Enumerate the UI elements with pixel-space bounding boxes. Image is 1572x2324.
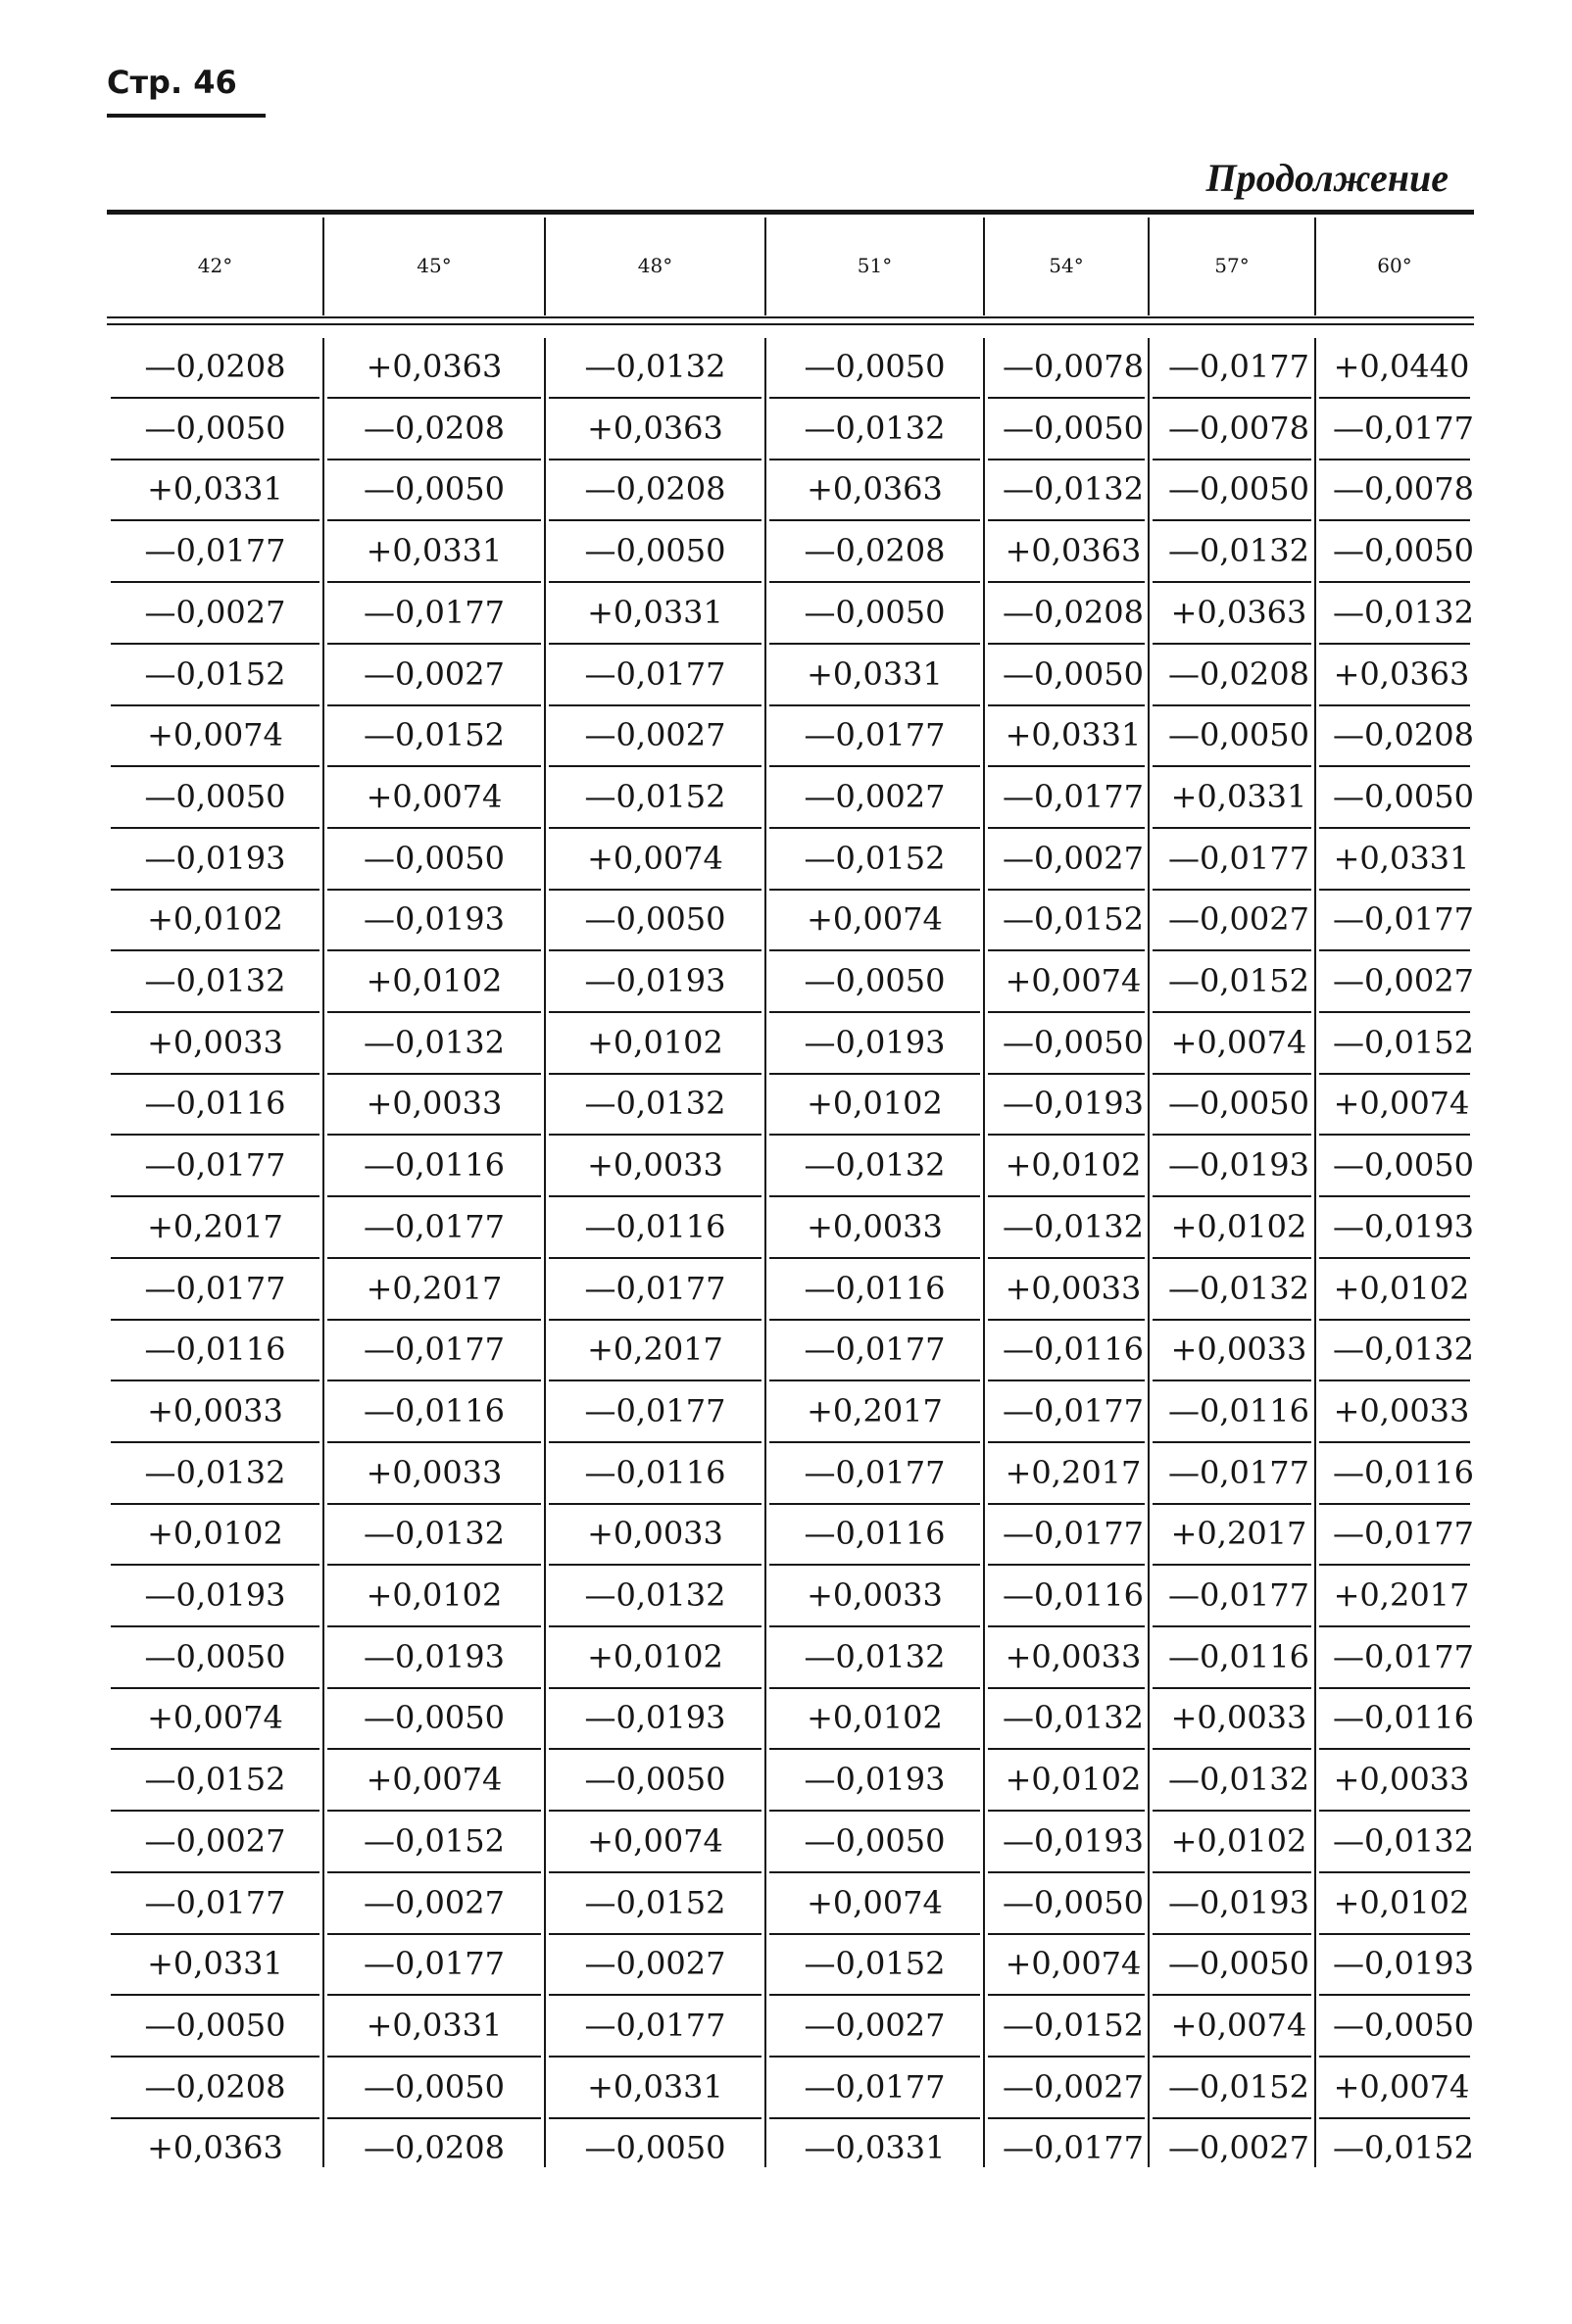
table-cell: +0,0331 bbox=[1319, 830, 1470, 891]
table-cell: —0,0027 bbox=[1153, 891, 1311, 951]
table-cell: +0,0033 bbox=[111, 1382, 319, 1443]
table-cell: +0,0102 bbox=[1319, 1260, 1470, 1321]
table-cell: —0,0132 bbox=[769, 400, 980, 460]
table-cell: —0,0078 bbox=[1153, 400, 1311, 460]
table-cell: +0,0074 bbox=[1153, 1997, 1311, 2058]
table-cell: —0,0116 bbox=[549, 1198, 761, 1259]
table-cell: +0,0363 bbox=[1319, 646, 1470, 706]
table-cell: —0,0152 bbox=[769, 830, 980, 891]
table-cell: —0,0132 bbox=[988, 1198, 1145, 1259]
header-column-divider bbox=[544, 218, 546, 315]
table-cell: +0,0033 bbox=[327, 1444, 541, 1505]
table-cell: +0,0331 bbox=[327, 1997, 541, 2058]
table-cell: +0,0074 bbox=[1153, 1014, 1311, 1075]
table-cell: —0,0050 bbox=[327, 2058, 541, 2119]
table-cell: +0,0033 bbox=[549, 1137, 761, 1197]
table-cell: —0,0116 bbox=[111, 1075, 319, 1136]
table-cell: +0,0074 bbox=[549, 830, 761, 891]
table-cell: —0,0177 bbox=[1153, 338, 1311, 399]
table-cell: +0,0033 bbox=[769, 1198, 980, 1259]
continuation-label: Продолжение bbox=[1205, 156, 1449, 200]
table-cell: —0,0050 bbox=[1319, 522, 1470, 583]
table-cell: +0,0331 bbox=[549, 2058, 761, 2119]
table-cell: +0,0102 bbox=[549, 1628, 761, 1689]
table-cell: —0,0050 bbox=[327, 830, 541, 891]
table-cell: +0,0363 bbox=[549, 400, 761, 460]
table-cell: —0,0050 bbox=[1319, 768, 1470, 829]
table-cell: —0,0177 bbox=[988, 768, 1145, 829]
table-cell: —0,0050 bbox=[1319, 1137, 1470, 1197]
table-cell: —0,0177 bbox=[988, 1382, 1145, 1443]
header-column-divider bbox=[1314, 218, 1316, 315]
table-cell: +0,0102 bbox=[327, 1567, 541, 1627]
table-cell: —0,0193 bbox=[988, 1075, 1145, 1136]
table-cell: —0,0132 bbox=[549, 1567, 761, 1627]
table-cell: —0,0193 bbox=[327, 891, 541, 951]
table-cell: —0,0050 bbox=[549, 522, 761, 583]
column-divider bbox=[764, 338, 766, 2167]
table-cell: +0,0102 bbox=[1153, 1813, 1311, 1873]
table-cell: —0,0050 bbox=[1153, 460, 1311, 521]
header-column-divider bbox=[322, 218, 324, 315]
table-cell: —0,0208 bbox=[1319, 706, 1470, 767]
table-cell: —0,0132 bbox=[1319, 1321, 1470, 1381]
table-cell: —0,0177 bbox=[111, 1137, 319, 1197]
page-number: Стр. 46 bbox=[107, 64, 237, 101]
table-cell: —0,0050 bbox=[769, 338, 980, 399]
table-cell: —0,0177 bbox=[327, 1198, 541, 1259]
table-cell: —0,0177 bbox=[549, 1997, 761, 2058]
header-column-divider bbox=[983, 218, 985, 315]
table-cell: —0,0116 bbox=[1153, 1382, 1311, 1443]
table-cell: —0,0152 bbox=[988, 891, 1145, 951]
table-cell: +0,0074 bbox=[327, 768, 541, 829]
table-cell: —0,0177 bbox=[1319, 400, 1470, 460]
table-cell: —0,0193 bbox=[769, 1014, 980, 1075]
column-divider bbox=[322, 338, 324, 2167]
table-cell: —0,0050 bbox=[988, 400, 1145, 460]
table-cell: +0,0033 bbox=[988, 1628, 1145, 1689]
table-cell: +0,0363 bbox=[1153, 584, 1311, 645]
table-cell: +0,0074 bbox=[769, 891, 980, 951]
table-cell: —0,0132 bbox=[327, 1505, 541, 1566]
column-divider bbox=[983, 338, 985, 2167]
table-cell: —0,0116 bbox=[1319, 1689, 1470, 1750]
table-cell: +0,0074 bbox=[327, 1751, 541, 1812]
table-cell: —0,0152 bbox=[549, 1874, 761, 1935]
table-cell: +0,2017 bbox=[988, 1444, 1145, 1505]
table-cell: +0,0074 bbox=[988, 1935, 1145, 1996]
table-cell: —0,0027 bbox=[1168, 2129, 1309, 2167]
table-cell: —0,0050 bbox=[549, 891, 761, 951]
table-cell: —0,0116 bbox=[1153, 1628, 1311, 1689]
column-header: 51° bbox=[857, 254, 893, 277]
table-cell: —0,0132 bbox=[1153, 522, 1311, 583]
table-cell: —0,0177 bbox=[1153, 1567, 1311, 1627]
table-cell: —0,0177 bbox=[111, 1260, 319, 1321]
table-cell: —0,0132 bbox=[549, 1075, 761, 1136]
table-cell: +0,0033 bbox=[1319, 1382, 1470, 1443]
table-cell: +0,0331 bbox=[549, 584, 761, 645]
table-cell: —0,0050 bbox=[988, 1014, 1145, 1075]
table-cell: —0,0050 bbox=[111, 1997, 319, 2058]
table-cell: —0,0177 bbox=[1319, 1628, 1470, 1689]
table-cell: —0,0050 bbox=[769, 584, 980, 645]
table-cell: +0,0363 bbox=[147, 2129, 283, 2167]
table-cell: —0,0027 bbox=[549, 706, 761, 767]
table-cell: —0,0208 bbox=[327, 400, 541, 460]
table-cell: —0,0050 bbox=[327, 1689, 541, 1750]
table-cell: —0,0027 bbox=[1319, 952, 1470, 1013]
table-cell: +0,0102 bbox=[327, 952, 541, 1013]
table-cell: —0,0152 bbox=[1153, 2058, 1311, 2119]
table-cell: +0,2017 bbox=[111, 1198, 319, 1259]
table-cell: —0,0116 bbox=[769, 1505, 980, 1566]
column-header: 57° bbox=[1214, 254, 1250, 277]
table-cell: —0,0208 bbox=[111, 338, 319, 399]
table-cell: —0,0027 bbox=[327, 646, 541, 706]
header-double-rule-upper bbox=[107, 316, 1474, 318]
table-cell: —0,0152 bbox=[988, 1997, 1145, 2058]
table-cell: —0,0050 bbox=[549, 1751, 761, 1812]
table-cell: +0,0102 bbox=[769, 1075, 980, 1136]
table-cell: —0,0050 bbox=[1153, 1075, 1311, 1136]
table-cell: —0,0152 bbox=[111, 646, 319, 706]
table-cell: —0,0193 bbox=[1319, 1935, 1470, 1996]
table-cell: —0,0027 bbox=[549, 1935, 761, 1996]
table-cell: —0,0208 bbox=[364, 2129, 505, 2167]
table-cell: —0,0193 bbox=[988, 1813, 1145, 1873]
table-cell: —0,0177 bbox=[988, 1505, 1145, 1566]
table-cell: +0,0102 bbox=[111, 1505, 319, 1566]
table-cell: —0,0177 bbox=[769, 1321, 980, 1381]
table-cell: +0,0074 bbox=[988, 952, 1145, 1013]
table-cell: —0,0078 bbox=[988, 338, 1145, 399]
table-cell: +0,2017 bbox=[549, 1321, 761, 1381]
table-cell: —0,0078 bbox=[1319, 460, 1470, 521]
table-cell: —0,0177 bbox=[327, 1935, 541, 1996]
table-cell: +0,0074 bbox=[1319, 1075, 1470, 1136]
table-cell: —0,0177 bbox=[1153, 830, 1311, 891]
table-cell: —0,0177 bbox=[769, 706, 980, 767]
table-cell: —0,0050 bbox=[327, 460, 541, 521]
table-cell: —0,0177 bbox=[327, 1321, 541, 1381]
table-cell: —0,0193 bbox=[111, 830, 319, 891]
table-cell: —0,0177 bbox=[1319, 1505, 1470, 1566]
table-cell: —0,0193 bbox=[1319, 1198, 1470, 1259]
table-cell: +0,0363 bbox=[769, 460, 980, 521]
table-cell: +0,2017 bbox=[769, 1382, 980, 1443]
table-cell: —0,0116 bbox=[327, 1137, 541, 1197]
table-cell: —0,0050 bbox=[1319, 1997, 1470, 2058]
table-cell: —0,0132 bbox=[769, 1137, 980, 1197]
table-cell: —0,0152 bbox=[769, 1935, 980, 1996]
table-cell: —0,0177 bbox=[1319, 891, 1470, 951]
table-cell: —0,0116 bbox=[111, 1321, 319, 1381]
table-cell: +0,0363 bbox=[988, 522, 1145, 583]
table-cell: —0,0050 bbox=[769, 952, 980, 1013]
table-cell: —0,0177 bbox=[111, 1874, 319, 1935]
table-cell: —0,0152 bbox=[111, 1751, 319, 1812]
table-cell: —0,0132 bbox=[769, 1628, 980, 1689]
column-header: 60° bbox=[1377, 254, 1412, 277]
table-cell: —0,0208 bbox=[549, 460, 761, 521]
table-cell: +0,0074 bbox=[111, 1689, 319, 1750]
table-cell: +0,0331 bbox=[769, 646, 980, 706]
table-cell: —0,0027 bbox=[769, 768, 980, 829]
table-cell: +0,0440 bbox=[1319, 338, 1470, 399]
table-cell: +0,0033 bbox=[988, 1260, 1145, 1321]
table-cell: +0,0331 bbox=[111, 1935, 319, 1996]
table-cell: —0,0193 bbox=[111, 1567, 319, 1627]
table-cell: —0,0193 bbox=[549, 952, 761, 1013]
table-cell: —0,0193 bbox=[327, 1628, 541, 1689]
table-cell: —0,0116 bbox=[1319, 1444, 1470, 1505]
table-cell: —0,0132 bbox=[111, 1444, 319, 1505]
column-header: 45° bbox=[417, 254, 452, 277]
table-cell: +0,2017 bbox=[1153, 1505, 1311, 1566]
table-cell: +0,0033 bbox=[1153, 1689, 1311, 1750]
table-cell: +0,0102 bbox=[111, 891, 319, 951]
table-cell: —0,0132 bbox=[111, 952, 319, 1013]
table-cell: —0,0027 bbox=[988, 2058, 1145, 2119]
header-column-divider bbox=[1148, 218, 1150, 315]
table-cell: —0,0132 bbox=[549, 338, 761, 399]
table-cell: +0,0033 bbox=[1319, 1751, 1470, 1812]
table-cell: —0,0193 bbox=[1153, 1874, 1311, 1935]
table-cell: —0,0193 bbox=[549, 1689, 761, 1750]
table-cell: —0,0152 bbox=[1319, 1014, 1470, 1075]
table-cell: +0,0033 bbox=[1153, 1321, 1311, 1381]
table-cell: +0,0033 bbox=[111, 1014, 319, 1075]
table-cell: —0,0116 bbox=[549, 1444, 761, 1505]
table-cell: —0,0152 bbox=[549, 768, 761, 829]
table-cell: +0,0074 bbox=[549, 1813, 761, 1873]
table-cell: —0,0050 bbox=[111, 400, 319, 460]
table-cell: —0,0050 bbox=[111, 768, 319, 829]
table-cell: —0,0132 bbox=[988, 1689, 1145, 1750]
table-cell: +0,0102 bbox=[988, 1751, 1145, 1812]
table-cell: —0,0027 bbox=[327, 1874, 541, 1935]
table-cell: +0,0102 bbox=[988, 1137, 1145, 1197]
table-cell: —0,0116 bbox=[769, 1260, 980, 1321]
table-cell: —0,0132 bbox=[988, 460, 1145, 521]
table-cell: —0,0116 bbox=[988, 1567, 1145, 1627]
table-cell: —0,0208 bbox=[111, 2058, 319, 2119]
table-cell: —0,0177 bbox=[327, 584, 541, 645]
table-cell: —0,0050 bbox=[1153, 706, 1311, 767]
table-cell: +0,0102 bbox=[1319, 1874, 1470, 1935]
table-cell: —0,0027 bbox=[769, 1997, 980, 2058]
table-cell: —0,0193 bbox=[769, 1751, 980, 1812]
table-cell: —0,0177 bbox=[549, 1260, 761, 1321]
table-cell: —0,0050 bbox=[1153, 1935, 1311, 1996]
header-column-divider bbox=[764, 218, 766, 315]
table-cell: —0,0050 bbox=[988, 646, 1145, 706]
table-cell: —0,0152 bbox=[327, 706, 541, 767]
table-cell: —0,0132 bbox=[327, 1014, 541, 1075]
column-divider bbox=[544, 338, 546, 2167]
table-cell: +0,0074 bbox=[111, 706, 319, 767]
table-cell: —0,0208 bbox=[988, 584, 1145, 645]
table-cell: +0,0331 bbox=[111, 460, 319, 521]
table-cell: —0,0027 bbox=[111, 584, 319, 645]
column-header: 54° bbox=[1049, 254, 1084, 277]
page-number-underline bbox=[107, 114, 266, 118]
table-cell: —0,0132 bbox=[1153, 1751, 1311, 1812]
table-cell: —0,0132 bbox=[1319, 584, 1470, 645]
table-cell: —0,0177 bbox=[549, 1382, 761, 1443]
table-cell: —0,0177 bbox=[549, 646, 761, 706]
table-cell: —0,0116 bbox=[327, 1382, 541, 1443]
table-cell: +0,0102 bbox=[549, 1014, 761, 1075]
table-cell: —0,0132 bbox=[1319, 1813, 1470, 1873]
table-cell: —0,0027 bbox=[988, 830, 1145, 891]
table-cell: —0,0152 bbox=[1153, 952, 1311, 1013]
table-cell: —0,0050 bbox=[584, 2129, 726, 2167]
table-cell: —0,0177 bbox=[111, 522, 319, 583]
table-cell: —0,0177 bbox=[769, 1444, 980, 1505]
table-cell: —0,0193 bbox=[1153, 1137, 1311, 1197]
table-cell: —0,0152 bbox=[327, 1813, 541, 1873]
table-cell: —0,0027 bbox=[111, 1813, 319, 1873]
table-cell: +0,0074 bbox=[1319, 2058, 1470, 2119]
table-cell: —0,0132 bbox=[1153, 1260, 1311, 1321]
table-cell: +0,0331 bbox=[988, 706, 1145, 767]
table-cell: +0,0363 bbox=[327, 338, 541, 399]
table-cell: —0,0050 bbox=[769, 1813, 980, 1873]
column-divider bbox=[1314, 338, 1316, 2167]
table-cell: +0,0102 bbox=[769, 1689, 980, 1750]
column-header: 42° bbox=[197, 254, 233, 277]
table-cell: +0,0074 bbox=[769, 1874, 980, 1935]
table-cell: —0,0177 bbox=[1153, 1444, 1311, 1505]
table-cell: +0,0331 bbox=[327, 522, 541, 583]
table-cell: +0,0033 bbox=[549, 1505, 761, 1566]
table-cell: —0,0050 bbox=[111, 1628, 319, 1689]
table-cell: +0,0102 bbox=[1153, 1198, 1311, 1259]
table-cell: —0,0177 bbox=[769, 2058, 980, 2119]
table-cell: —0,0152 bbox=[1333, 2129, 1474, 2167]
table-cell: —0,0050 bbox=[988, 1874, 1145, 1935]
table-cell: +0,2017 bbox=[1319, 1567, 1470, 1627]
table-cell: —0,0208 bbox=[1153, 646, 1311, 706]
table-cell: +0,2017 bbox=[327, 1260, 541, 1321]
column-header: 48° bbox=[637, 254, 673, 277]
table-cell: +0,0033 bbox=[769, 1567, 980, 1627]
table-cell: —0,0116 bbox=[988, 1321, 1145, 1381]
table-cell: +0,0033 bbox=[327, 1075, 541, 1136]
column-divider bbox=[1148, 338, 1150, 2167]
table-cell: —0,0177 bbox=[1003, 2129, 1144, 2167]
table-cell: +0,0331 bbox=[1153, 768, 1311, 829]
header-double-rule-lower bbox=[107, 323, 1474, 325]
table-cell: —0,0331 bbox=[804, 2129, 946, 2167]
table-cell: —0,0208 bbox=[769, 522, 980, 583]
